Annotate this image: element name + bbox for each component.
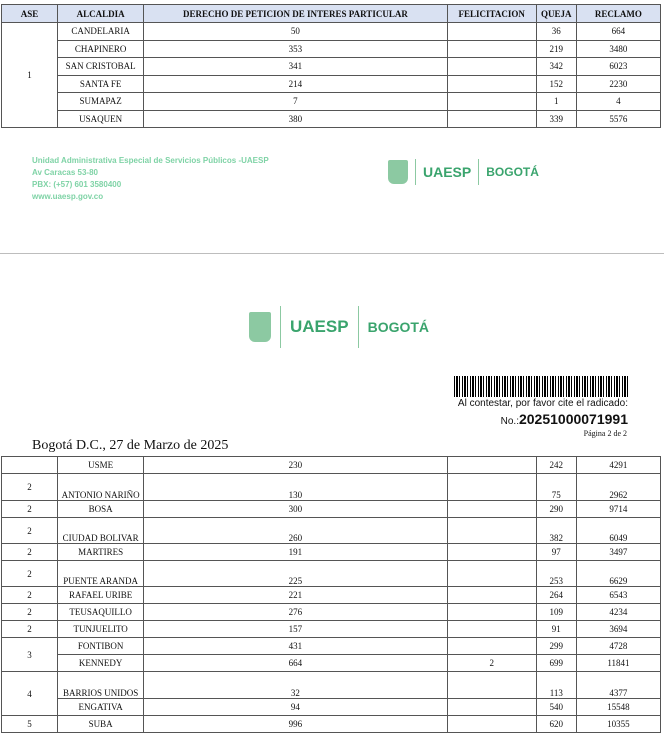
felicitacion-cell <box>447 716 536 733</box>
table-row <box>2 561 661 587</box>
derecho-cell: 353 <box>144 40 447 58</box>
queja-cell: 242 <box>536 457 576 474</box>
uaesp-wordmark: UAESP <box>423 164 472 180</box>
bottom-table <box>1 456 661 733</box>
queja-cell: 1 <box>536 93 576 111</box>
felicitacion-cell <box>447 93 536 111</box>
ase-cell: 1 <box>2 23 58 128</box>
felicitacion-cell <box>447 40 536 58</box>
table-row <box>2 587 661 604</box>
reclamo-cell: 5576 <box>576 110 660 128</box>
reclamo-cell: 10355 <box>576 716 660 733</box>
barcode-icon <box>454 376 628 397</box>
derecho-cell: 7 <box>144 93 447 111</box>
ase-cell: 2 <box>2 474 58 501</box>
queja-cell: 342 <box>536 58 576 76</box>
uaesp-logo-header <box>249 305 429 349</box>
felicitacion-cell: 2 <box>447 655 536 672</box>
derecho-cell: 341 <box>144 58 447 76</box>
bogota-wordmark: BOGOTÁ <box>367 319 430 335</box>
coat-of-arms-icon <box>249 312 271 342</box>
reclamo-cell: 3694 <box>576 621 660 638</box>
table-row <box>2 474 661 501</box>
ase-cell: 3 <box>2 638 58 672</box>
table-row <box>2 93 661 111</box>
ase-cell: 2 <box>2 518 58 544</box>
reclamo-cell: 6049 <box>576 518 660 544</box>
felicitacion-cell <box>447 75 536 93</box>
header-felicitacion: FELICITACION <box>447 5 536 23</box>
derecho-cell: 221 <box>144 587 447 604</box>
reclamo-cell: 4377 <box>576 672 660 699</box>
ase-cell: 2 <box>2 604 58 621</box>
alcaldia-cell: MARTIRES <box>58 544 144 561</box>
logo-divider <box>358 306 359 348</box>
table-row <box>2 40 661 58</box>
reclamo-cell: 2230 <box>576 75 660 93</box>
table-row <box>2 501 661 518</box>
table-row <box>2 604 661 621</box>
footer-address: Av Caracas 53-80 <box>32 168 98 177</box>
reclamo-cell: 4728 <box>576 638 660 655</box>
queja-cell: 91 <box>536 621 576 638</box>
derecho-cell: 664 <box>144 655 447 672</box>
ase-cell: 2 <box>2 621 58 638</box>
footer-entity-name: Unidad Administrativa Especial de Servicios Públicos -UAESP <box>32 156 269 165</box>
table-row <box>2 672 661 699</box>
page-footer <box>32 155 269 203</box>
queja-cell: 290 <box>536 501 576 518</box>
header-queja: QUEJA <box>536 5 576 23</box>
table-row <box>2 58 661 76</box>
alcaldia-cell: FONTIBON <box>58 638 144 655</box>
derecho-cell: 996 <box>144 716 447 733</box>
derecho-cell: 32 <box>144 672 447 699</box>
alcaldia-cell: TEUSAQUILLO <box>58 604 144 621</box>
queja-cell: 382 <box>536 518 576 544</box>
felicitacion-cell <box>447 604 536 621</box>
table-header-row <box>2 5 661 23</box>
queja-cell: 253 <box>536 561 576 587</box>
logo-divider <box>478 159 479 185</box>
derecho-cell: 130 <box>144 474 447 501</box>
derecho-cell: 276 <box>144 604 447 621</box>
alcaldia-cell: USAQUEN <box>58 110 144 128</box>
queja-cell: 339 <box>536 110 576 128</box>
reclamo-cell: 6023 <box>576 58 660 76</box>
reclamo-cell: 9714 <box>576 501 660 518</box>
felicitacion-cell <box>447 457 536 474</box>
reclamo-cell: 4291 <box>576 457 660 474</box>
header-alcaldia: ALCALDIA <box>58 5 144 23</box>
felicitacion-cell <box>447 638 536 655</box>
table-row <box>2 518 661 544</box>
table-row <box>2 655 661 672</box>
felicitacion-cell <box>447 58 536 76</box>
table-row <box>2 638 661 655</box>
alcaldia-cell: SUBA <box>58 716 144 733</box>
table-row <box>2 699 661 716</box>
queja-cell: 75 <box>536 474 576 501</box>
felicitacion-cell <box>447 672 536 699</box>
felicitacion-cell <box>447 587 536 604</box>
reclamo-cell: 3497 <box>576 544 660 561</box>
alcaldia-cell: SANTA FE <box>58 75 144 93</box>
radicado-note: Al contestar, por favor cite el radicado: <box>457 398 628 409</box>
logo-divider <box>280 306 281 348</box>
coat-of-arms-icon <box>388 160 408 184</box>
alcaldia-cell: ANTONIO NARIÑO <box>58 474 144 501</box>
felicitacion-cell <box>447 501 536 518</box>
alcaldia-cell: TUNJUELITO <box>58 621 144 638</box>
alcaldia-cell: SAN CRISTOBAL <box>58 58 144 76</box>
ase-cell: 2 <box>2 587 58 604</box>
top-table <box>1 4 661 128</box>
queja-cell: 620 <box>536 716 576 733</box>
footer-phone: PBX: (+57) 601 3580400 <box>32 180 122 189</box>
alcaldia-cell: RAFAEL URIBE <box>58 587 144 604</box>
derecho-cell: 94 <box>144 699 447 716</box>
reclamo-cell: 3480 <box>576 40 660 58</box>
felicitacion-cell <box>447 23 536 41</box>
reclamo-cell: 4 <box>576 93 660 111</box>
table-row <box>2 23 661 41</box>
ase-cell: 4 <box>2 672 58 716</box>
alcaldia-cell: KENNEDY <box>58 655 144 672</box>
felicitacion-cell <box>447 110 536 128</box>
bogota-wordmark: BOGOTÁ <box>486 165 539 179</box>
reclamo-cell: 11841 <box>576 655 660 672</box>
alcaldia-cell: BOSA <box>58 501 144 518</box>
reclamo-cell: 6543 <box>576 587 660 604</box>
radicado-number <box>450 411 628 429</box>
ase-cell: 2 <box>2 544 58 561</box>
page-separator <box>0 253 664 254</box>
derecho-cell: 380 <box>144 110 447 128</box>
alcaldia-cell: SUMAPAZ <box>58 93 144 111</box>
queja-cell: 219 <box>536 40 576 58</box>
felicitacion-cell <box>447 561 536 587</box>
queja-cell: 299 <box>536 638 576 655</box>
felicitacion-cell <box>447 544 536 561</box>
derecho-cell: 50 <box>144 23 447 41</box>
table-row <box>2 457 661 474</box>
uaesp-wordmark: UAESP <box>290 317 349 336</box>
header-derecho: DERECHO DE PETICION DE INTERES PARTICULAR <box>144 5 447 23</box>
derecho-cell: 214 <box>144 75 447 93</box>
derecho-cell: 157 <box>144 621 447 638</box>
felicitacion-cell <box>447 474 536 501</box>
table-row <box>2 716 661 733</box>
reclamo-cell: 664 <box>576 23 660 41</box>
queja-cell: 36 <box>536 23 576 41</box>
queja-cell: 109 <box>536 604 576 621</box>
ase-cell: 5 <box>2 716 58 733</box>
page-number: Página 2 de 2 <box>583 429 627 438</box>
table-row <box>2 621 661 638</box>
table-row <box>2 110 661 128</box>
felicitacion-cell <box>447 699 536 716</box>
radicado-value: 20251000071991 <box>518 411 628 427</box>
derecho-cell: 230 <box>144 457 447 474</box>
radicado-label: No.: <box>500 416 519 427</box>
alcaldia-cell: CHAPINERO <box>58 40 144 58</box>
queja-cell: 540 <box>536 699 576 716</box>
alcaldia-cell: CIUDAD BOLIVAR <box>58 518 144 544</box>
table-row <box>2 544 661 561</box>
alcaldia-cell: BARRIOS UNIDOS <box>58 672 144 699</box>
reclamo-cell: 6629 <box>576 561 660 587</box>
header-ase: ASE <box>2 5 58 23</box>
alcaldia-cell: ENGATIVA <box>58 699 144 716</box>
queja-cell: 152 <box>536 75 576 93</box>
document-date: Bogotá D.C., 27 de Marzo de 2025 <box>32 438 229 453</box>
reclamo-cell: 15548 <box>576 699 660 716</box>
derecho-cell: 225 <box>144 561 447 587</box>
alcaldia-cell: USME <box>58 457 144 474</box>
uaesp-logo-footer <box>388 158 539 186</box>
queja-cell: 264 <box>536 587 576 604</box>
alcaldia-cell: PUENTE ARANDA <box>58 561 144 587</box>
reclamo-cell: 2962 <box>576 474 660 501</box>
queja-cell: 97 <box>536 544 576 561</box>
ase-cell <box>2 457 58 474</box>
derecho-cell: 260 <box>144 518 447 544</box>
felicitacion-cell <box>447 518 536 544</box>
derecho-cell: 431 <box>144 638 447 655</box>
ase-cell: 2 <box>2 561 58 587</box>
ase-cell: 2 <box>2 501 58 518</box>
felicitacion-cell <box>447 621 536 638</box>
alcaldia-cell: CANDELARIA <box>58 23 144 41</box>
header-reclamo: RECLAMO <box>576 5 660 23</box>
derecho-cell: 191 <box>144 544 447 561</box>
reclamo-cell: 4234 <box>576 604 660 621</box>
queja-cell: 113 <box>536 672 576 699</box>
logo-divider <box>415 159 416 185</box>
queja-cell: 699 <box>536 655 576 672</box>
derecho-cell: 300 <box>144 501 447 518</box>
table-row <box>2 75 661 93</box>
footer-website: www.uaesp.gov.co <box>32 192 104 201</box>
